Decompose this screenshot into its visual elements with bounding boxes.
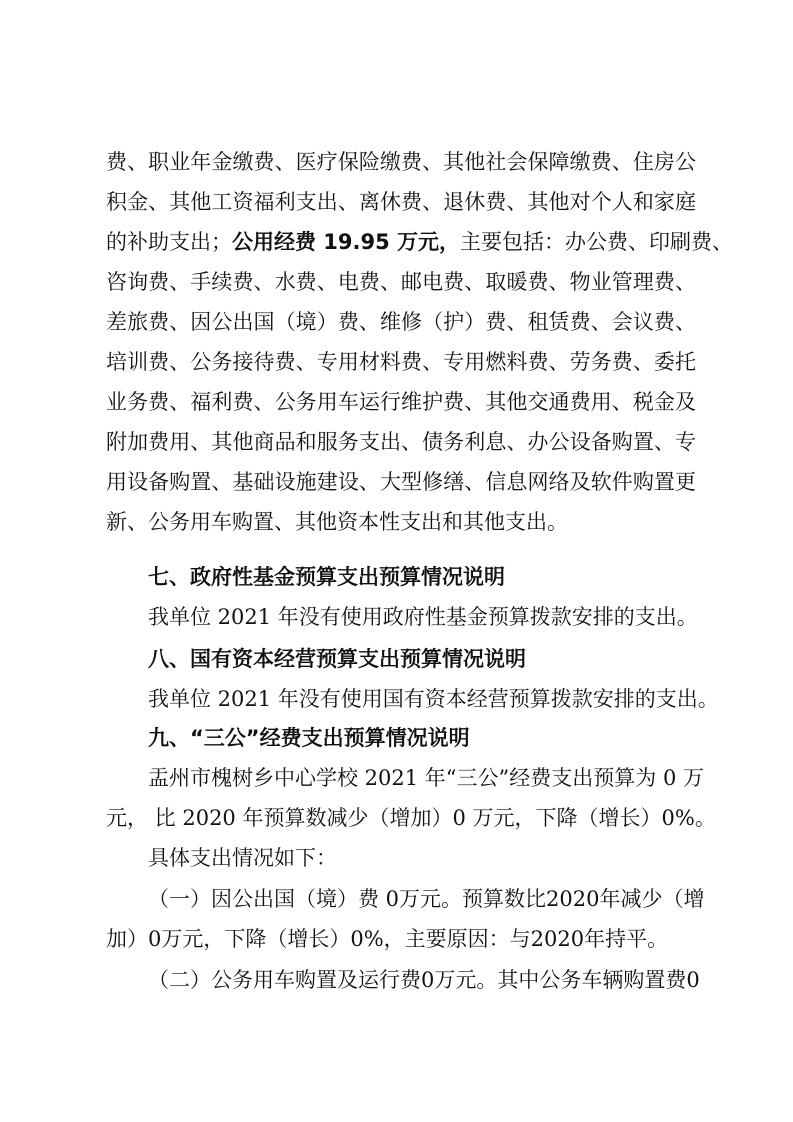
section-9-line-1: 盂州市槐树乡中心学校 2021 年“三公”经费支出预算为 0 万 bbox=[148, 766, 704, 790]
body-line-6: 培训费、公务接待费、专用材料费、专用燃料费、劳务费、委托 bbox=[106, 350, 696, 374]
body-line-8: 附加费用、其他商品和服务支出、债务利息、办公设备购置、专 bbox=[106, 430, 696, 454]
section-9-line-6: （二）公务用车购置及运行费0万元。其中公务车辆购置费0 bbox=[148, 968, 700, 992]
public-funds-amount: 公用经费 19.95 万元， bbox=[232, 230, 461, 254]
body-line-2: 积金、其他工资福利支出、离休费、退休费、其他对个人和家庭 bbox=[106, 190, 696, 214]
section-9-line-5: 加）0万元，下降（增长）0%，主要原因：与2020年持平。 bbox=[106, 927, 669, 951]
section-7-text: 我单位 2021 年没有使用政府性基金预算拨款安排的支出。 bbox=[148, 605, 698, 629]
section-9-line-2: 元， 比 2020 年预算数减少（增加）0 万元，下降（增长）0%。 bbox=[106, 806, 716, 830]
section-8-heading: 八、国有资本经营预算支出预算情况说明 bbox=[148, 647, 526, 671]
section-9-line-3: 具体支出情况如下： bbox=[148, 846, 337, 870]
section-8-text: 我单位 2021 年没有使用国有资本经营预算拨款安排的支出。 bbox=[148, 687, 719, 711]
body-line-1: 费、职业年金缴费、医疗保险缴费、其他社会保障缴费、住房公 bbox=[106, 150, 696, 174]
body-line-9: 用设备购置、基础设施建设、大型修缮、信息网络及软件购置更 bbox=[106, 470, 696, 494]
body-line-10: 新、公务用车购置、其他资本性支出和其他支出。 bbox=[106, 510, 568, 534]
section-7-heading: 七、政府性基金预算支出预算情况说明 bbox=[148, 565, 505, 589]
body-line-3-b: 主要包括：办公费、印刷费、 bbox=[460, 230, 734, 254]
body-line-3-a: 的补助支出； bbox=[106, 230, 232, 254]
body-line-3 bbox=[106, 228, 734, 256]
section-9-heading: 九、“三公”经费支出预算情况说明 bbox=[148, 726, 470, 750]
section-9-line-4: （一）因公出国（境）费 0万元。预算数比2020年减少（增 bbox=[148, 887, 705, 911]
body-line-7: 业务费、福利费、公务用车运行维护费、其他交通费用、税金及 bbox=[106, 390, 696, 414]
body-line-5: 差旅费、因公出国（境）费、维修（护）费、租赁费、会议费、 bbox=[106, 310, 696, 334]
body-line-4: 咨询费、手续费、水费、电费、邮电费、取暖费、物业管理费、 bbox=[106, 270, 696, 294]
